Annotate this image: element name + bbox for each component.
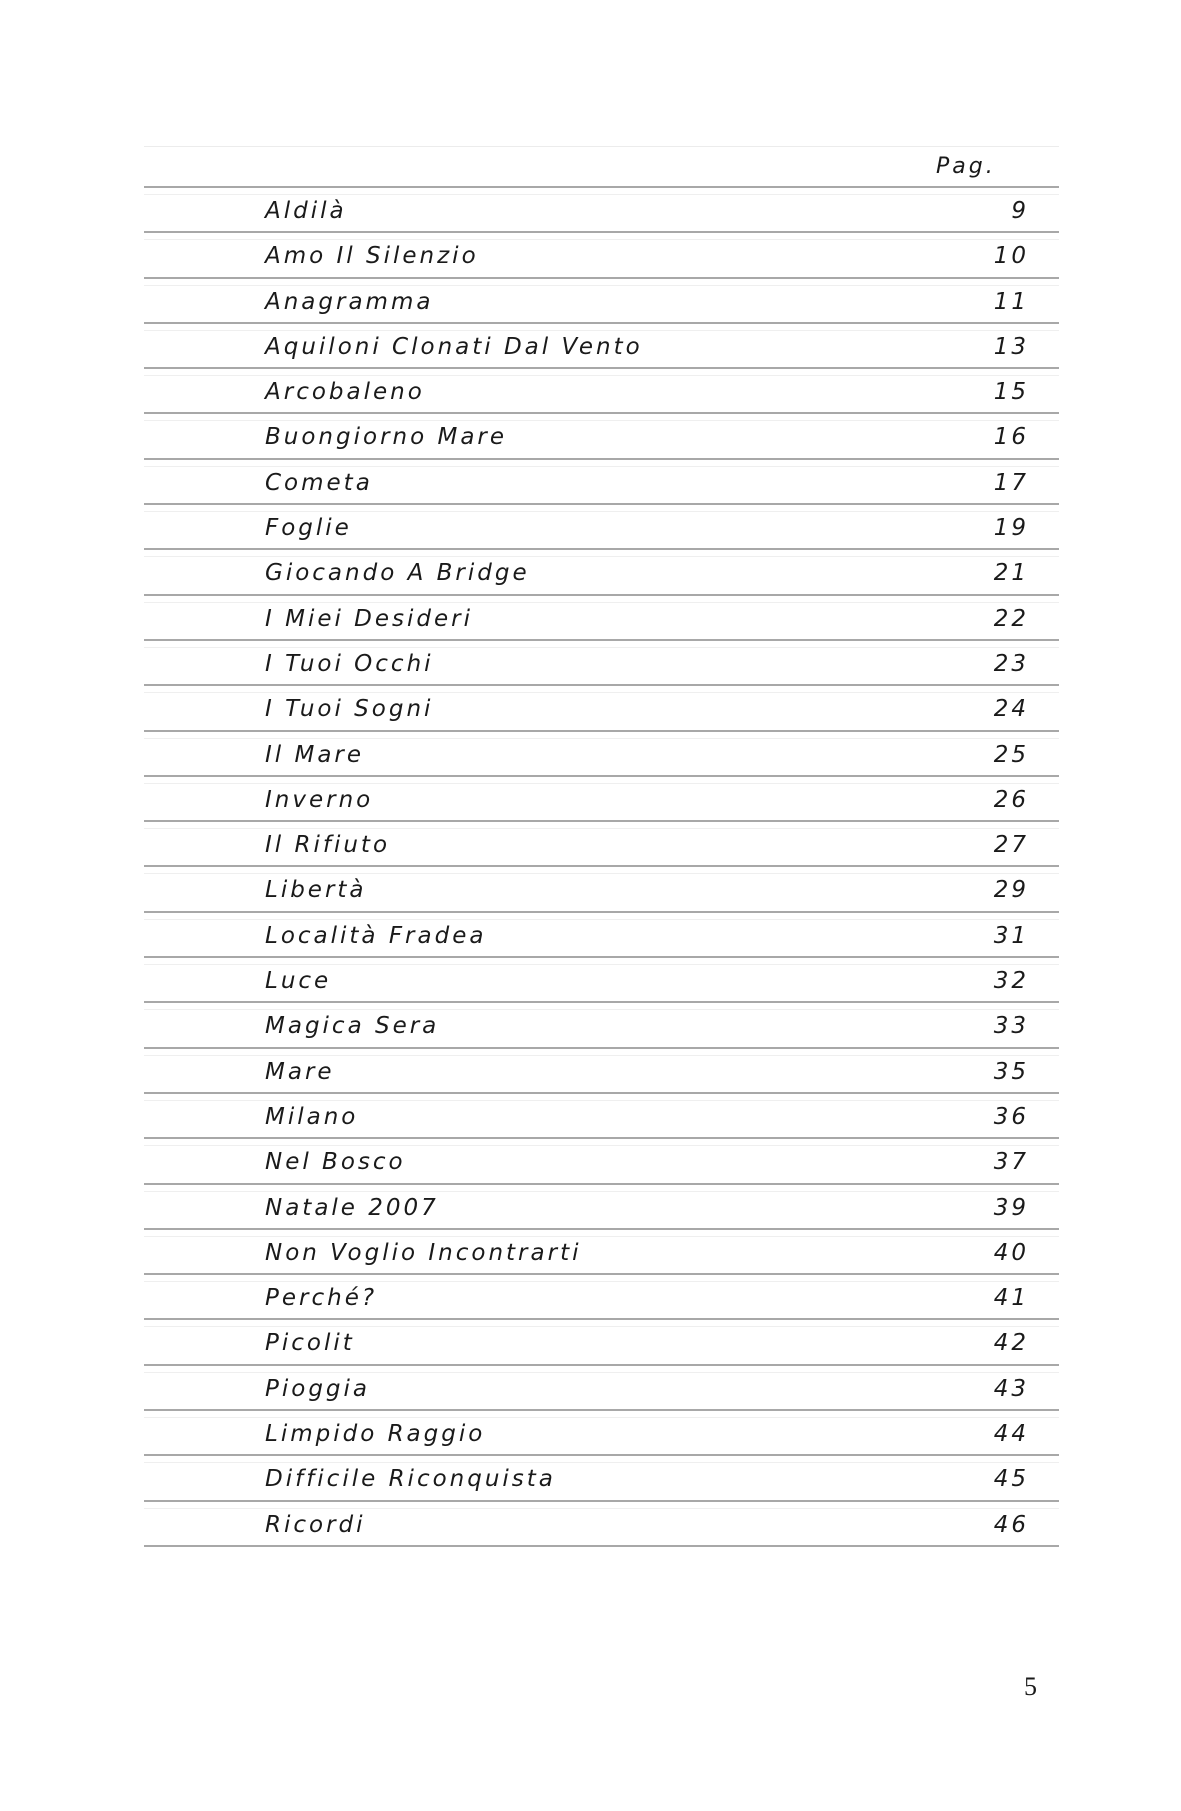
toc-entry-page: 45: [993, 1466, 1029, 1493]
toc-entry-title: Perché?: [265, 1285, 378, 1312]
toc-entry-title: Aldilà: [265, 198, 347, 224]
toc-entry-title: Buongiorno Mare: [265, 424, 508, 451]
toc-entry-page: 36: [993, 1103, 1029, 1130]
toc-entry-title: Il Rifiuto: [265, 832, 391, 859]
toc-row: [144, 686, 1059, 731]
toc-entry-title: Nel Bosco: [265, 1149, 406, 1176]
toc-entry-page: 40: [993, 1239, 1029, 1266]
toc-entry-title: Arcobaleno: [265, 379, 425, 406]
toc-entry-page: 22: [993, 605, 1029, 632]
toc-row: [144, 777, 1059, 822]
toc-entry-title: Luce: [265, 968, 332, 995]
toc-entry-title: Cometa: [265, 469, 373, 496]
toc-entry-title: Limpido Raggio: [265, 1421, 486, 1448]
toc-row: [144, 1275, 1059, 1320]
toc-entry-page: 26: [993, 786, 1029, 813]
toc-row: [144, 1049, 1059, 1094]
toc-entry-title: Località Fradea: [265, 922, 487, 949]
toc-entry-page: 29: [993, 877, 1029, 904]
toc-entry-title: I Tuoi Sogni: [265, 696, 434, 723]
page-column-header: Pag.: [936, 154, 996, 179]
toc-entry-page: 43: [993, 1375, 1029, 1402]
toc-entry-page: 39: [993, 1194, 1029, 1221]
toc-entry-page: 41: [993, 1285, 1029, 1312]
toc-entry-title: Magica Sera: [265, 1013, 440, 1040]
toc-entry-title: Inverno: [265, 786, 374, 813]
toc-entry-page: 10: [993, 243, 1029, 270]
toc-entry-page: 27: [993, 832, 1029, 859]
toc-entry-page: 32: [993, 968, 1029, 995]
toc-entry-title: Natale 2007: [265, 1194, 439, 1221]
toc-header-row: [144, 147, 1059, 188]
toc-row: [144, 641, 1059, 686]
toc-entry-title: Mare: [265, 1058, 335, 1085]
toc-row: [144, 505, 1059, 550]
toc-entry-title: Ricordi: [265, 1511, 366, 1538]
toc-row: [144, 460, 1059, 505]
toc-row: [144, 1230, 1059, 1275]
toc-row: [144, 596, 1059, 641]
toc-entry-title: Il Mare: [265, 741, 365, 768]
toc-row: [144, 369, 1059, 414]
toc-entry-title: Amo Il Silenzio: [265, 243, 479, 270]
toc-entry-title: Difficile Riconquista: [265, 1466, 556, 1493]
table-of-contents: [144, 146, 1059, 1547]
toc-entry-page: 9: [1011, 198, 1029, 224]
toc-entry-title: Aquiloni Clonati Dal Vento: [265, 333, 643, 360]
toc-row: [144, 1456, 1059, 1501]
toc-row: [144, 1320, 1059, 1365]
toc-entry-title: Non Voglio Incontrarti: [265, 1239, 582, 1266]
toc-entry-page: 13: [993, 333, 1029, 360]
toc-entry-page: 11: [993, 288, 1029, 315]
toc-entry-title: Libertà: [265, 877, 367, 904]
toc-row: [144, 958, 1059, 1003]
toc-row: [144, 1502, 1059, 1547]
toc-entry-page: 33: [993, 1013, 1029, 1040]
toc-row: [144, 188, 1059, 233]
toc-row: [144, 913, 1059, 958]
toc-row: [144, 1003, 1059, 1048]
toc-entry-title: I Miei Desideri: [265, 605, 474, 632]
toc-row: [144, 1139, 1059, 1184]
toc-row: [144, 822, 1059, 867]
toc-entry-page: 15: [993, 379, 1029, 406]
toc-entry-page: 21: [993, 560, 1029, 587]
toc-entry-title: Giocando A Bridge: [265, 560, 530, 587]
toc-row: [144, 1366, 1059, 1411]
toc-entry-page: 24: [993, 696, 1029, 723]
toc-entry-page: 16: [993, 424, 1029, 451]
toc-entries: [144, 188, 1059, 1547]
toc-row: [144, 414, 1059, 459]
toc-entry-title: Pioggia: [265, 1375, 371, 1402]
toc-entry-page: 17: [993, 469, 1029, 496]
toc-row: [144, 233, 1059, 278]
toc-entry-page: 25: [993, 741, 1029, 768]
toc-entry-title: Milano: [265, 1103, 359, 1130]
toc-entry-title: Foglie: [265, 515, 352, 542]
toc-row: [144, 732, 1059, 777]
toc-row: [144, 279, 1059, 324]
toc-entry-title: Anagramma: [265, 288, 434, 315]
toc-entry-page: 37: [993, 1149, 1029, 1176]
toc-row: [144, 867, 1059, 912]
toc-entry-page: 42: [993, 1330, 1029, 1357]
toc-entry-page: 35: [993, 1058, 1029, 1085]
page-number: 5: [1024, 1672, 1037, 1701]
toc-entry-page: 23: [993, 650, 1029, 677]
toc-row: [144, 324, 1059, 369]
toc-row: [144, 1094, 1059, 1139]
toc-entry-title: I Tuoi Occhi: [265, 650, 434, 677]
toc-entry-page: 44: [993, 1421, 1029, 1448]
toc-entry-page: 31: [993, 922, 1029, 949]
toc-row: [144, 1411, 1059, 1456]
toc-entry-page: 19: [993, 515, 1029, 542]
toc-entry-title: Picolit: [265, 1330, 355, 1357]
toc-entry-page: 46: [993, 1511, 1029, 1538]
toc-row: [144, 1185, 1059, 1230]
toc-row: [144, 550, 1059, 595]
